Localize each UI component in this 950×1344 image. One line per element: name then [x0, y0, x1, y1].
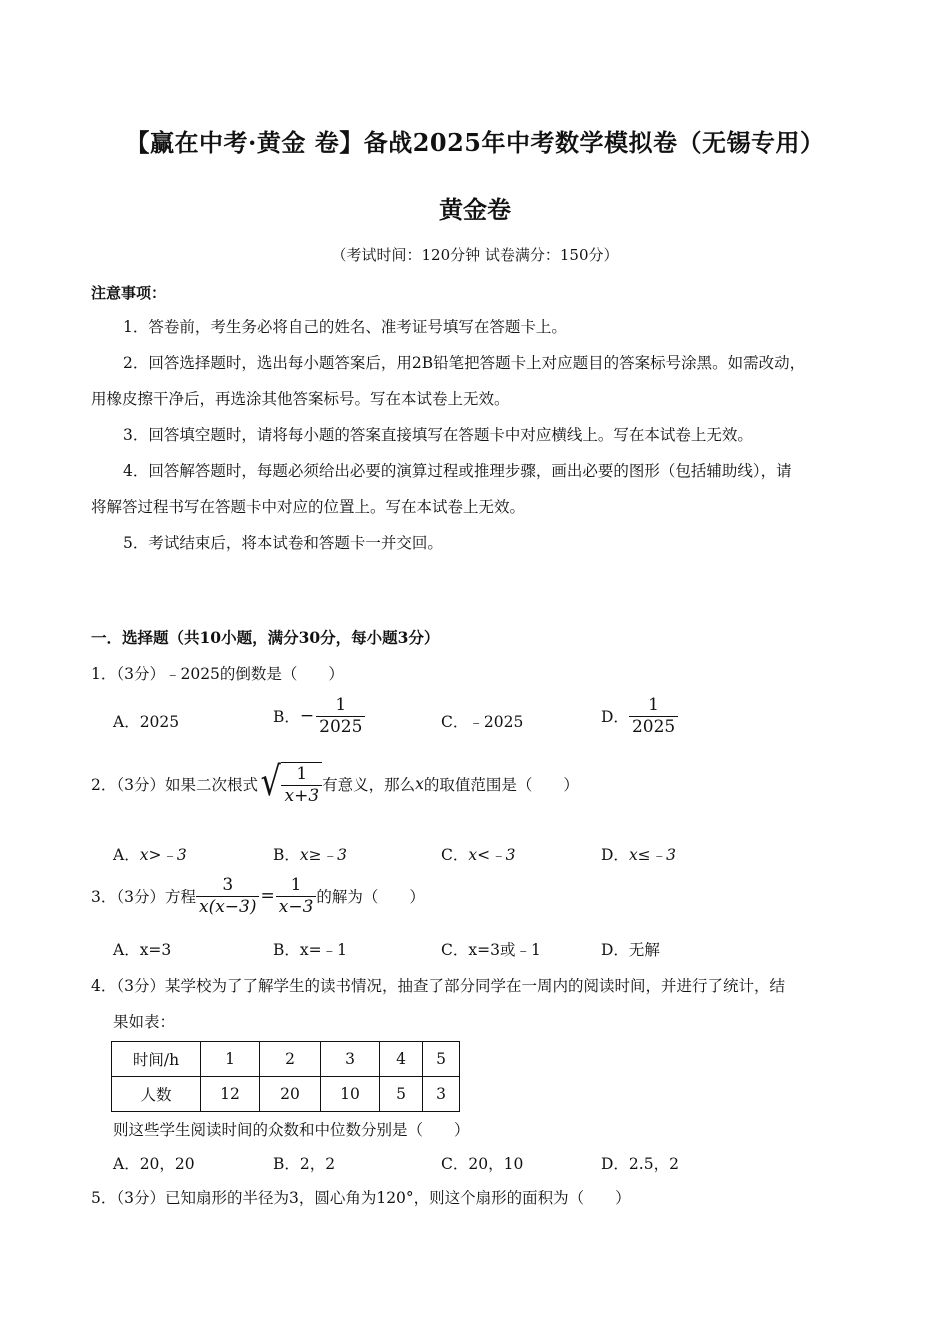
notice-item-2-line-2: 用橡皮擦干净后，再选涂其他答案标号。写在本试卷上无效。	[91, 390, 510, 408]
q3-option-c: C．x=3或﹣1	[441, 941, 541, 959]
q3-option-a: A．x=3	[113, 941, 172, 959]
q2-stem-end: 的取值范围是（ ）	[423, 775, 579, 794]
exam-title: 【赢在中考·黄金 卷】备战2025年中考数学模拟卷（无锡专用）	[125, 128, 825, 157]
q3-option-d: D．无解	[601, 941, 660, 959]
notice-item-4-line-1: 4．回答解答题时，每题必须给出必要的演算过程或推理步骤，画出必要的图形（包括辅助线），请	[123, 462, 792, 480]
q4-option-c: C．20，10	[441, 1155, 524, 1173]
q2-stem	[91, 759, 579, 806]
q1-option-b-label: B．	[273, 708, 300, 727]
q4-option-a: A．20，20	[113, 1155, 195, 1173]
q1-option-b-sign: −	[299, 706, 315, 727]
table-cell: 时间/h	[112, 1042, 201, 1077]
q3-left-denominator: x(x−3)	[196, 896, 260, 917]
q4-stem-line-2: 果如表：	[113, 1013, 176, 1031]
q4-option-d: D．2.5，2	[601, 1155, 679, 1173]
q1-option-a: A．2025	[113, 713, 180, 731]
q2-option-b-label: B．	[273, 846, 300, 864]
q2-option-a-text: x>﹣3	[139, 846, 187, 864]
table-cell: 4	[380, 1042, 423, 1077]
q2-option-d-label: D．	[601, 846, 629, 864]
q1-option-c: C．﹣2025	[441, 713, 524, 731]
q1-stem: 1．（3分）﹣2025的倒数是（ ）	[91, 665, 344, 683]
q2-option-d	[601, 843, 676, 865]
table-cell: 5	[380, 1077, 423, 1112]
q2-option-a	[113, 843, 187, 865]
notice-item-4-line-2: 将解答过程书写在答题卡中对应的位置上。写在本试卷上无效。	[91, 498, 526, 516]
table-cell: 3	[321, 1042, 380, 1077]
q2-option-b-text: x≥﹣3	[299, 846, 347, 864]
q5-stem: 5．（3分）已知扇形的半径为3，圆心角为120°，则这个扇形的面积为（ ）	[91, 1189, 631, 1207]
q2-option-b	[273, 843, 347, 865]
q2-stem-post: 有意义，那么	[322, 775, 416, 794]
q2-option-c	[441, 843, 515, 865]
q2-denominator: x+3	[281, 785, 322, 806]
q3-right-denominator: x−3	[276, 896, 317, 917]
notice-item-3: 3．回答填空题时，请将每小题的答案直接填写在答题卡中对应横线上。写在本试卷上无效。	[123, 426, 753, 444]
q3-stem-post: 的解为（ ）	[316, 888, 425, 907]
q3-right-numerator: 1	[290, 875, 302, 895]
table-cell: 2	[260, 1042, 321, 1077]
table-cell: 10	[321, 1077, 380, 1112]
notice-item-1: 1．答卷前，考生务必将自己的姓名、准考证号填写在答题卡上。	[123, 318, 567, 336]
notice-heading: 注意事项：	[91, 284, 167, 302]
q1-option-b	[273, 696, 365, 736]
q1-option-d-denominator: 2025	[629, 716, 678, 737]
q4-stem-line-1: 4．（3分）某学校为了了解学生的读书情况，抽查了部分同学在一周内的阅读时间，并进行了统计，结	[91, 977, 785, 995]
table-cell: 12	[201, 1077, 260, 1112]
table-cell: 5	[423, 1042, 460, 1077]
exam-time-info: （考试时间：120分钟 试卷满分：150分）	[331, 246, 619, 264]
q3-fraction-left	[196, 876, 260, 916]
q2-option-d-text: x≤﹣3	[628, 846, 677, 864]
q1-option-b-numerator: 1	[335, 695, 347, 715]
q3-left-numerator: 3	[222, 875, 234, 895]
table-row	[112, 1077, 460, 1112]
q2-fraction	[281, 765, 322, 805]
sqrt-symbol-icon: √	[260, 759, 281, 805]
table-cell: 3	[423, 1077, 460, 1112]
exam-subtitle: 黄金卷	[439, 195, 511, 224]
q3-fraction-right	[276, 876, 317, 916]
q1-option-d-label: D．	[601, 708, 629, 727]
q4-frequency-table	[111, 1041, 460, 1112]
q3-option-b: B．x=﹣1	[273, 941, 347, 959]
table-cell: 20	[260, 1077, 321, 1112]
table-cell: 人数	[112, 1077, 201, 1112]
q2-option-c-label: C．	[441, 846, 469, 864]
q2-radical-body	[281, 762, 322, 805]
q2-option-c-text: x<﹣3	[468, 846, 516, 864]
q3-stem	[91, 876, 425, 916]
q2-numerator: 1	[296, 764, 308, 784]
q4-option-b: B．2，2	[273, 1155, 336, 1173]
q1-option-b-fraction	[316, 696, 365, 736]
q2-radical	[258, 759, 322, 806]
q1-option-d-fraction	[629, 696, 678, 736]
q3-equals: =	[260, 886, 275, 907]
q1-option-d-numerator: 1	[648, 695, 659, 715]
table-cell: 1	[201, 1042, 260, 1077]
q2-variable: x	[415, 774, 424, 793]
table-row	[112, 1042, 460, 1077]
notice-item-5: 5．考试结束后，将本试卷和答题卡一并交回。	[123, 534, 443, 552]
q2-stem-pre: 2．（3分）如果二次根式	[91, 775, 258, 794]
section-1-heading: 一．选择题（共10小题，满分30分，每小题3分）	[91, 628, 440, 647]
q2-option-a-label: A．	[113, 846, 140, 864]
q1-option-d	[601, 696, 678, 736]
q1-option-b-denominator: 2025	[316, 716, 365, 737]
q3-stem-pre: 3．（3分）方程	[91, 888, 196, 907]
notice-item-2-line-1: 2．回答选择题时，选出每小题答案后，用2B铅笔把答题卡上对应题目的答案标号涂黑。如需改动，	[123, 354, 806, 372]
q4-question: 则这些学生阅读时间的众数和中位数分别是（ ）	[113, 1121, 470, 1139]
